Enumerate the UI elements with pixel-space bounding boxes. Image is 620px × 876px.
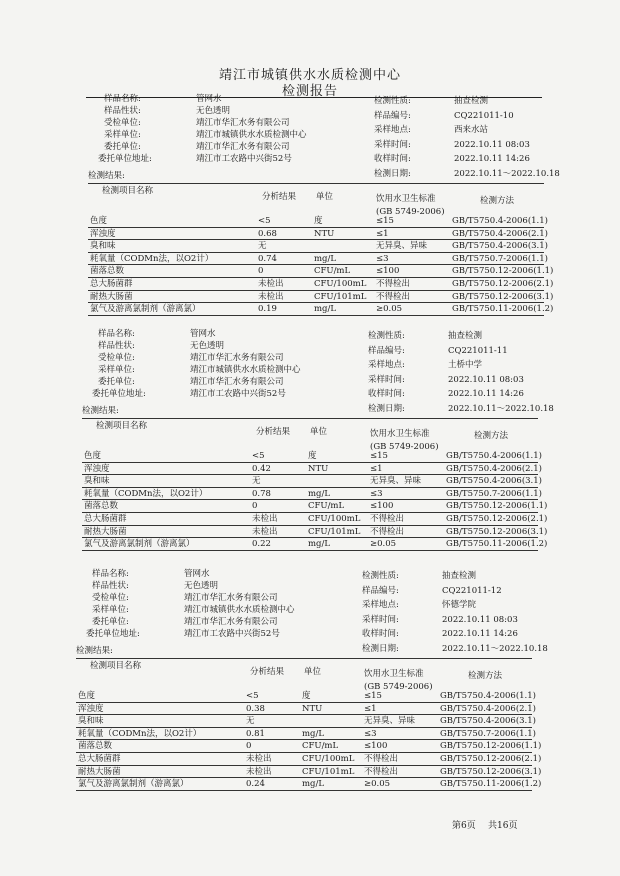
commissioning-unit-label: 委托单位: <box>98 377 135 387</box>
row-standard: 无异臭、异味 <box>364 716 416 727</box>
row-unit: mg/L <box>302 728 325 739</box>
row-item: 浑浊度 <box>84 463 110 474</box>
row-result: 无 <box>258 241 267 252</box>
test-date-label: 检测日期: <box>362 643 399 654</box>
row-standard: 无异臭、异味 <box>370 476 422 487</box>
row-method: GB/T5750.7-2006(1.1) <box>452 253 548 264</box>
row-unit: CFU/100mL <box>314 279 367 289</box>
row-result: 0 <box>258 266 264 277</box>
document-title: 靖江市城镇供水水质检测中心 <box>218 68 401 83</box>
row-unit: 度 <box>302 691 311 701</box>
commissioning-address-value: 靖江市工农路中兴街52号 <box>196 154 292 164</box>
sampling-time-value: 2022.10.11 08:03 <box>442 614 518 625</box>
sample-property-value: 无色透明 <box>184 581 219 591</box>
row-method: GB/T5750.4-2006(3.1) <box>446 476 542 487</box>
row-result: <5 <box>252 451 265 461</box>
row-method: GB/T5750.11-2006(1.2) <box>446 539 548 550</box>
test-nature-value: 抽查检测 <box>442 571 477 581</box>
row-item: 耐热大肠菌 <box>84 526 127 537</box>
receive-time-label: 收样时间: <box>374 154 411 164</box>
client-unit-label: 受检单位: <box>104 118 141 128</box>
header-result: 分析结果 <box>250 667 285 677</box>
results-rule <box>88 183 544 184</box>
row-unit: CFU/mL <box>302 741 339 752</box>
row-unit: NTU <box>308 463 329 474</box>
receive-time-label: 收样时间: <box>362 629 399 639</box>
row-rule <box>76 727 532 728</box>
sample-property-value: 无色透明 <box>196 106 231 116</box>
row-method: GB/T5750.11-2006(1.2) <box>440 779 542 790</box>
row-result: <5 <box>258 216 271 226</box>
row-unit: CFU/101mL <box>308 526 361 537</box>
row-result: 0 <box>252 501 258 512</box>
row-standard: 不得检出 <box>364 766 399 777</box>
row-result: 未检出 <box>258 279 284 289</box>
row-standard: 无异臭、异味 <box>376 241 428 252</box>
row-rule <box>82 525 538 526</box>
row-unit: mg/L <box>308 539 331 550</box>
row-result: 未检出 <box>258 291 284 302</box>
row-standard: ≤15 <box>364 691 382 701</box>
sample-name-label: 样品名称: <box>104 94 141 104</box>
test-date-value: 2022.10.11～2022.10.18 <box>442 643 548 654</box>
row-rule <box>76 752 532 753</box>
row-result: 0 <box>246 741 252 752</box>
row-standard: ≥0.05 <box>370 539 397 550</box>
row-method: GB/T5750.12-2006(2.1) <box>446 514 548 524</box>
row-rule <box>88 290 544 291</box>
row-method: GB/T5750.12-2006(1.1) <box>440 741 542 752</box>
row-method: GB/T5750.4-2006(1.1) <box>440 691 536 701</box>
sample-number-value: CQ221011-10 <box>454 110 514 121</box>
row-standard: ≥0.05 <box>376 304 403 315</box>
row-standard: 不得检出 <box>370 514 405 524</box>
row-rule <box>82 487 538 488</box>
row-standard: 不得检出 <box>376 291 411 302</box>
sample-number-value: CQ221011-11 <box>448 345 508 356</box>
row-result: 未检出 <box>246 766 272 777</box>
commissioning-unit-value: 靖江市华汇水务有限公司 <box>190 377 284 387</box>
row-method: GB/T5750.7-2006(1.1) <box>446 488 542 499</box>
row-method: GB/T5750.4-2006(3.1) <box>440 716 536 727</box>
sampling-site-value: 西来水站 <box>454 125 489 135</box>
header-unit: 单位 <box>304 667 322 677</box>
row-result: 0.24 <box>246 779 265 790</box>
sampling-site-value: 怀德学院 <box>442 600 477 610</box>
row-unit: CFU/mL <box>314 266 351 277</box>
results-label: 检测结果: <box>76 646 113 656</box>
row-rule <box>88 277 544 278</box>
row-rule <box>82 550 538 551</box>
sampling-site-value: 土桥中学 <box>448 360 483 370</box>
test-date-value: 2022.10.11～2022.10.18 <box>448 403 554 414</box>
row-result: 未检出 <box>246 754 272 764</box>
row-result: <5 <box>246 691 259 701</box>
sampling-time-label: 采样时间: <box>362 614 399 625</box>
sampling-unit-value: 靖江市城镇供水水质检测中心 <box>184 605 295 615</box>
row-item: 耗氧量（CODMn法，以O2计） <box>84 488 208 499</box>
row-rule <box>76 790 532 791</box>
row-standard: 不得检出 <box>370 526 405 537</box>
receive-time-label: 收样时间: <box>368 389 405 399</box>
row-method: GB/T5750.4-2006(1.1) <box>446 451 542 461</box>
row-method: GB/T5750.12-2006(1.1) <box>446 501 548 512</box>
commissioning-unit-label: 委托单位: <box>92 617 129 627</box>
test-nature-value: 抽查检测 <box>454 96 489 106</box>
row-item: 臭和味 <box>78 716 104 727</box>
test-nature-label: 检测性质: <box>374 96 411 106</box>
sampling-time-label: 采样时间: <box>374 139 411 150</box>
sample-name-label: 样品名称: <box>92 569 129 579</box>
row-result: 未检出 <box>252 514 278 524</box>
header-result: 分析结果 <box>262 192 297 202</box>
row-result: 0.22 <box>252 539 271 550</box>
results-label: 检测结果: <box>82 406 119 416</box>
row-rule <box>88 302 544 303</box>
commissioning-address-label: 委托单位地址: <box>86 629 140 639</box>
test-date-label: 检测日期: <box>368 403 405 414</box>
row-rule <box>76 702 532 703</box>
sampling-time-label: 采样时间: <box>368 374 405 385</box>
row-unit: mg/L <box>302 779 325 790</box>
header-item: 检测项目名称 <box>90 661 142 671</box>
receive-time-value: 2022.10.11 14:26 <box>448 389 524 399</box>
header-result: 分析结果 <box>256 427 291 437</box>
test-date-label: 检测日期: <box>374 168 411 179</box>
header-method: 检测方法 <box>480 196 515 206</box>
document-subtitle: 检测报告 <box>281 84 338 99</box>
sample-name-value: 管网水 <box>184 569 210 579</box>
header-item: 检测项目名称 <box>102 186 154 196</box>
row-item: 菌落总数 <box>84 501 119 512</box>
row-rule <box>82 537 538 538</box>
row-method: GB/T5750.7-2006(1.1) <box>440 728 536 739</box>
commissioning-unit-value: 靖江市华汇水务有限公司 <box>196 142 290 152</box>
results-rule <box>82 418 538 419</box>
row-item: 色度 <box>78 691 96 701</box>
header-standard-sub: (GB 5749-2006) <box>376 207 445 217</box>
row-item: 浑浊度 <box>90 228 116 239</box>
row-unit: mg/L <box>314 304 337 315</box>
sampling-unit-label: 采样单位: <box>104 130 141 140</box>
header-unit: 单位 <box>316 192 334 202</box>
sample-number-label: 样品编号: <box>374 110 411 121</box>
client-unit-label: 受检单位: <box>98 353 135 363</box>
row-method: GB/T5750.4-2006(2.1) <box>446 463 542 474</box>
sample-property-value: 无色透明 <box>190 341 225 351</box>
header-unit: 单位 <box>310 427 328 437</box>
row-item: 菌落总数 <box>78 741 113 752</box>
row-result: 0.68 <box>258 228 277 239</box>
sample-name-value: 管网水 <box>196 94 222 104</box>
row-unit: 度 <box>308 451 317 461</box>
row-item: 菌落总数 <box>90 266 125 277</box>
row-item: 氯气及游离氯制剂（游离氯） <box>84 539 195 550</box>
row-method: GB/T5750.11-2006(1.2) <box>452 304 554 315</box>
commissioning-unit-label: 委托单位: <box>104 142 141 152</box>
row-item: 色度 <box>90 216 108 226</box>
sample-number-label: 样品编号: <box>362 585 399 596</box>
receive-time-value: 2022.10.11 14:26 <box>454 154 530 164</box>
row-rule <box>76 714 532 715</box>
test-nature-label: 检测性质: <box>368 331 405 341</box>
row-result: 0.78 <box>252 488 271 499</box>
row-item: 耐热大肠菌 <box>90 291 133 302</box>
row-rule <box>76 765 532 766</box>
row-item: 臭和味 <box>84 476 110 487</box>
row-result: 0.38 <box>246 703 265 714</box>
row-item: 浑浊度 <box>78 703 104 714</box>
row-item: 耗氧量（CODMn法，以O2计） <box>90 253 214 264</box>
row-unit: CFU/100mL <box>302 754 355 764</box>
row-standard: ≤3 <box>364 728 377 739</box>
sampling-site-label: 采样地点: <box>374 125 411 135</box>
header-standard: 饮用水卫生标准 <box>364 669 424 679</box>
page-total: 共16页 <box>488 821 518 831</box>
row-method: GB/T5750.12-2006(1.1) <box>452 266 554 277</box>
row-method: GB/T5750.12-2006(3.1) <box>452 291 554 302</box>
sampling-site-label: 采样地点: <box>368 360 405 370</box>
sample-property-label: 样品性状: <box>92 581 129 591</box>
row-standard: ≤1 <box>370 463 383 474</box>
row-rule <box>88 315 544 316</box>
sampling-unit-value: 靖江市城镇供水水质检测中心 <box>190 365 301 375</box>
row-standard: ≤1 <box>376 228 389 239</box>
receive-time-value: 2022.10.11 14:26 <box>442 629 518 639</box>
row-unit: 度 <box>314 216 323 226</box>
row-result: 无 <box>246 716 255 727</box>
row-rule <box>82 462 538 463</box>
row-unit: mg/L <box>308 488 331 499</box>
row-standard: ≤1 <box>364 703 377 714</box>
row-item: 总大肠菌群 <box>78 754 121 764</box>
sampling-unit-label: 采样单位: <box>98 365 135 375</box>
row-method: GB/T5750.4-2006(2.1) <box>452 228 548 239</box>
row-item: 耗氧量（CODMn法，以O2计） <box>78 728 202 739</box>
client-unit-value: 靖江市华汇水务有限公司 <box>196 118 290 128</box>
row-rule <box>88 227 544 228</box>
row-rule <box>88 239 544 240</box>
sample-number-label: 样品编号: <box>368 345 405 356</box>
row-standard: ≤100 <box>376 266 400 277</box>
row-rule <box>76 777 532 778</box>
sampling-unit-label: 采样单位: <box>92 605 129 615</box>
row-result: 0.81 <box>246 728 265 739</box>
test-date-value: 2022.10.11～2022.10.18 <box>454 168 560 179</box>
header-standard-sub: (GB 5749-2006) <box>364 682 433 692</box>
page-number: 第6页 <box>452 821 476 831</box>
results-label: 检测结果: <box>88 171 125 181</box>
row-standard: ≥0.05 <box>364 779 391 790</box>
row-method: GB/T5750.4-2006(3.1) <box>452 241 548 252</box>
sample-number-value: CQ221011-12 <box>442 585 502 596</box>
row-item: 色度 <box>84 451 102 461</box>
sampling-site-label: 采样地点: <box>362 600 399 610</box>
results-rule <box>76 658 532 659</box>
row-result: 0.74 <box>258 253 277 264</box>
client-unit-value: 靖江市华汇水务有限公司 <box>184 593 278 603</box>
row-method: GB/T5750.12-2006(2.1) <box>452 279 554 289</box>
row-item: 总大肠菌群 <box>84 514 127 524</box>
sample-name-value: 管网水 <box>190 329 216 339</box>
row-unit: CFU/101mL <box>314 291 367 302</box>
row-method: GB/T5750.4-2006(2.1) <box>440 703 536 714</box>
row-unit: CFU/100mL <box>308 514 361 524</box>
row-standard: ≤100 <box>370 501 394 512</box>
sampling-unit-value: 靖江市城镇供水水质检测中心 <box>196 130 307 140</box>
row-unit: NTU <box>302 703 323 714</box>
row-method: GB/T5750.12-2006(3.1) <box>446 526 548 537</box>
row-standard: ≤100 <box>364 741 388 752</box>
row-unit: mg/L <box>314 253 337 264</box>
header-standard-sub: (GB 5749-2006) <box>370 442 439 452</box>
row-standard: ≤15 <box>376 216 394 226</box>
header-standard: 饮用水卫生标准 <box>370 429 430 439</box>
row-rule <box>88 252 544 253</box>
header-standard: 饮用水卫生标准 <box>376 194 436 204</box>
row-unit: CFU/101mL <box>302 766 355 777</box>
test-nature-value: 抽查检测 <box>448 331 483 341</box>
row-result: 未检出 <box>252 526 278 537</box>
client-unit-label: 受检单位: <box>92 593 129 603</box>
commissioning-unit-value: 靖江市华汇水务有限公司 <box>184 617 278 627</box>
sample-property-label: 样品性状: <box>98 341 135 351</box>
row-standard: ≤15 <box>370 451 388 461</box>
header-method: 检测方法 <box>474 431 509 441</box>
row-standard: ≤3 <box>370 488 383 499</box>
commissioning-address-label: 委托单位地址: <box>98 154 152 164</box>
commissioning-address-value: 靖江市工农路中兴街52号 <box>184 629 280 639</box>
row-unit: NTU <box>314 228 335 239</box>
commissioning-address-value: 靖江市工农路中兴街52号 <box>190 389 286 399</box>
row-result: 无 <box>252 476 261 487</box>
row-item: 氯气及游离氯制剂（游离氯） <box>90 304 201 315</box>
row-method: GB/T5750.12-2006(2.1) <box>440 754 542 764</box>
row-rule <box>82 512 538 513</box>
row-standard: 不得检出 <box>376 279 411 289</box>
sample-property-label: 样品性状: <box>104 106 141 116</box>
row-result: 0.19 <box>258 304 277 315</box>
row-method: GB/T5750.4-2006(1.1) <box>452 216 548 226</box>
row-unit: CFU/mL <box>308 501 345 512</box>
header-method: 检测方法 <box>468 671 503 681</box>
commissioning-address-label: 委托单位地址: <box>92 389 146 399</box>
row-standard: 不得检出 <box>364 754 399 764</box>
row-item: 氯气及游离氯制剂（游离氯） <box>78 779 189 790</box>
test-nature-label: 检测性质: <box>362 571 399 581</box>
client-unit-value: 靖江市华汇水务有限公司 <box>190 353 284 363</box>
row-item: 耐热大肠菌 <box>78 766 121 777</box>
row-result: 0.42 <box>252 463 271 474</box>
row-item: 总大肠菌群 <box>90 279 133 289</box>
row-method: GB/T5750.12-2006(3.1) <box>440 766 542 777</box>
sampling-time-value: 2022.10.11 08:03 <box>454 139 530 150</box>
sampling-time-value: 2022.10.11 08:03 <box>448 374 524 385</box>
row-rule <box>82 474 538 475</box>
sample-name-label: 样品名称: <box>98 329 135 339</box>
row-item: 臭和味 <box>90 241 116 252</box>
row-standard: ≤3 <box>376 253 389 264</box>
header-item: 检测项目名称 <box>96 421 148 431</box>
